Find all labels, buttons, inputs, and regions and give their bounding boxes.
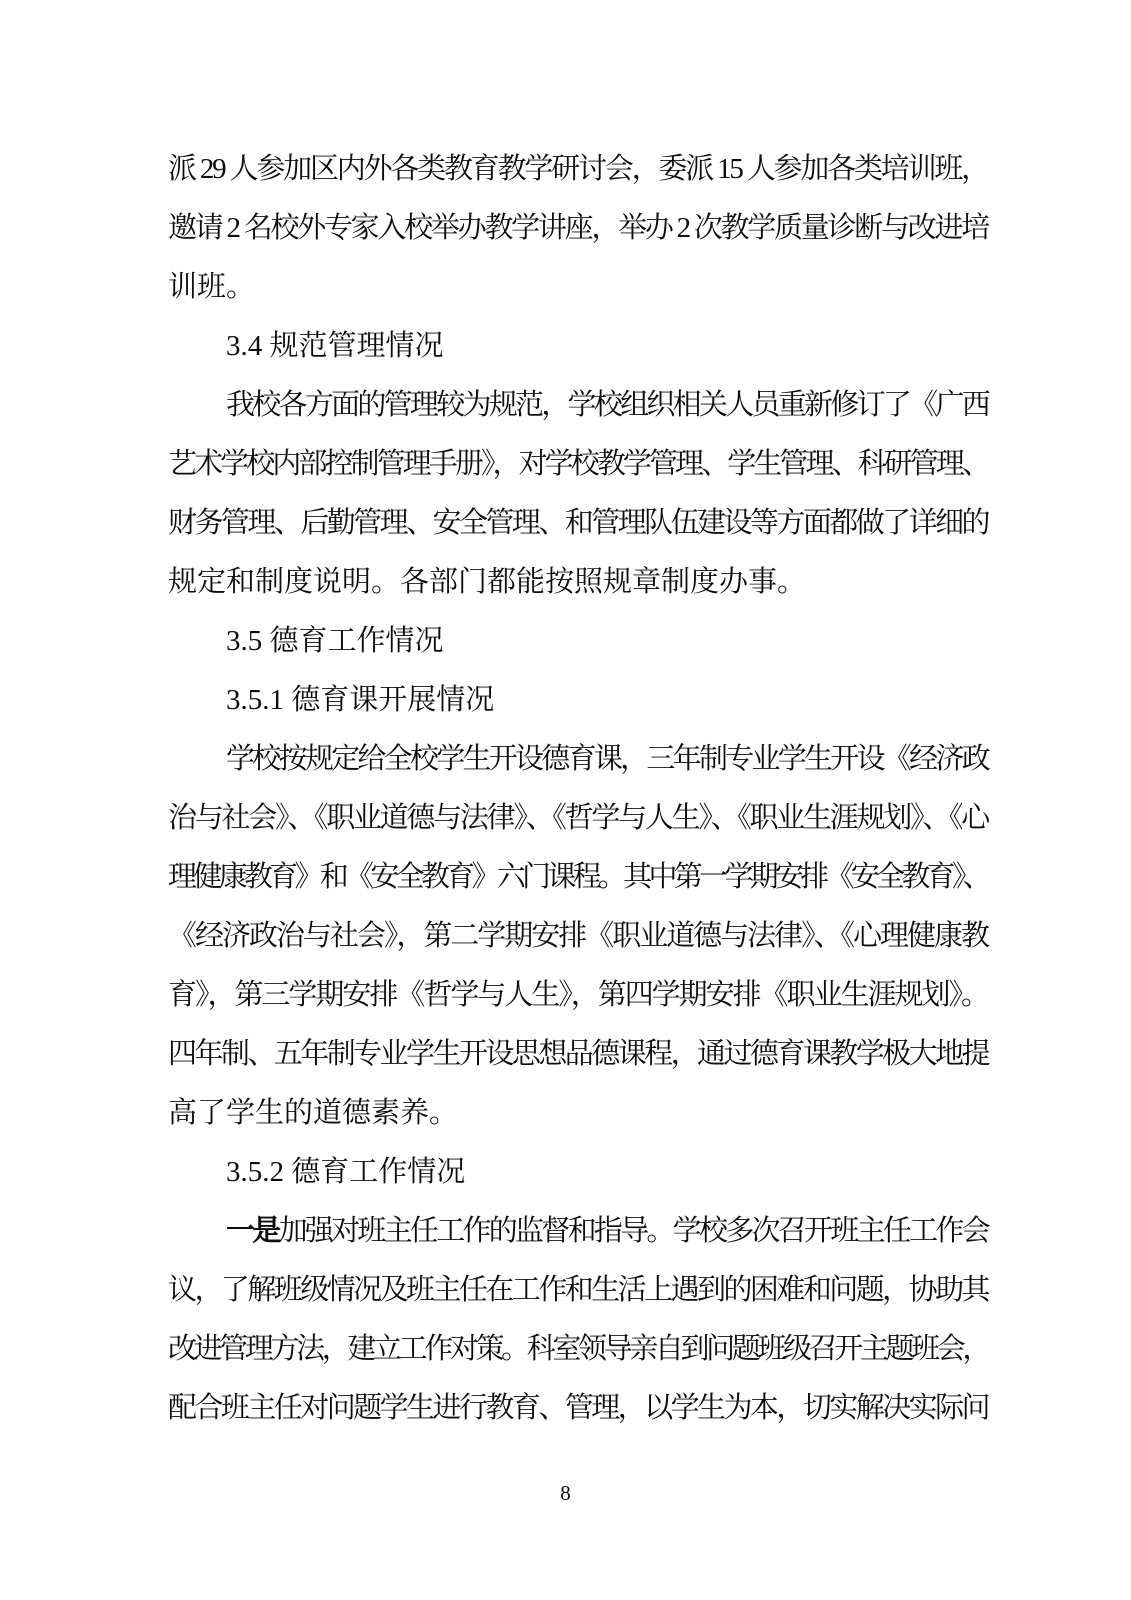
section-heading — [168, 671, 988, 730]
text-line — [168, 1202, 988, 1261]
text-line — [168, 1261, 988, 1320]
line-text: 我校各方面的管理较为规范，学校组织相关人员重新修订了《广西 — [226, 389, 988, 421]
line-text: 规定和制度说明。各部门都能按照规章制度办事。 — [168, 566, 807, 598]
text-line — [168, 730, 988, 789]
text-line — [168, 1025, 988, 1084]
line-text: 配合班主任对问题学生进行教育、管理，以学生为本，切实解决实际问 — [168, 1392, 988, 1424]
text-line — [168, 376, 988, 435]
text-line — [168, 199, 988, 258]
section-heading — [168, 612, 988, 671]
line-text: 邀请 2 名校外专家入校举办教学讲座，举办 2 次教学质量诊断与改进培 — [168, 212, 988, 244]
text-line — [168, 553, 988, 612]
line-text: 财务管理、后勤管理、安全管理、和管理队伍建设等方面都做了详细的 — [168, 507, 988, 539]
line-text: 艺术学校内部控制管理手册》，对学校教学管理、学生管理、科研管理、 — [168, 448, 988, 480]
text-line — [168, 789, 988, 848]
line-bold-text: 一是 — [226, 1215, 279, 1247]
line-text: 3.4 规范管理情况 — [226, 330, 444, 362]
section-heading — [168, 317, 988, 376]
page-number: 8 — [560, 1481, 571, 1505]
line-text: 3.5.1 德育课开展情况 — [226, 684, 495, 716]
line-text: 四年制、五年制专业学生开设思想品德课程，通过德育课教学极大地提 — [168, 1038, 988, 1070]
line-text: 治与社会》、《职业道德与法律》、《哲学与人生》、《职业生涯规划》、《心 — [168, 802, 988, 834]
line-text: 训班。 — [168, 271, 256, 303]
line-text: 加强对班主任工作的监督和指导。学校多次召开班主任工作会 — [278, 1215, 988, 1247]
line-text: 育》，第三学期安排《哲学与人生》，第四学期安排《职业生涯规划》。 — [168, 979, 988, 1011]
line-text: 3.5.2 德育工作情况 — [226, 1156, 466, 1188]
text-line — [168, 435, 988, 494]
line-text: 学校按规定给全校学生开设德育课，三年制专业学生开设《经济政 — [226, 743, 988, 775]
line-text: 高了学生的道德素养。 — [168, 1097, 459, 1129]
text-line — [168, 140, 988, 199]
text-body — [168, 140, 988, 1438]
text-line — [168, 1084, 988, 1143]
text-line — [168, 1379, 988, 1438]
line-text: 《经济政治与社会》，第二学期安排《职业道德与法律》、《心理健康教 — [168, 920, 988, 952]
text-line — [168, 1320, 988, 1379]
line-text: 3.5 德育工作情况 — [226, 625, 444, 657]
line-text: 派 29 人参加区内外各类教育教学研讨会，委派 15 人参加各类培训班， — [168, 153, 988, 185]
text-line — [168, 494, 988, 553]
text-line — [168, 966, 988, 1025]
line-text: 议，了解班级情况及班主任在工作和生活上遇到的困难和问题，协助其 — [168, 1274, 988, 1306]
text-line — [168, 907, 988, 966]
section-heading — [168, 1143, 988, 1202]
text-line — [168, 258, 988, 317]
text-line — [168, 848, 988, 907]
line-text: 改进管理方法，建立工作对策。科室领导亲自到问题班级召开主题班会， — [168, 1333, 988, 1365]
line-text: 理健康教育》和《安全教育》六门课程。其中第一学期安排《安全教育》、 — [168, 861, 988, 893]
